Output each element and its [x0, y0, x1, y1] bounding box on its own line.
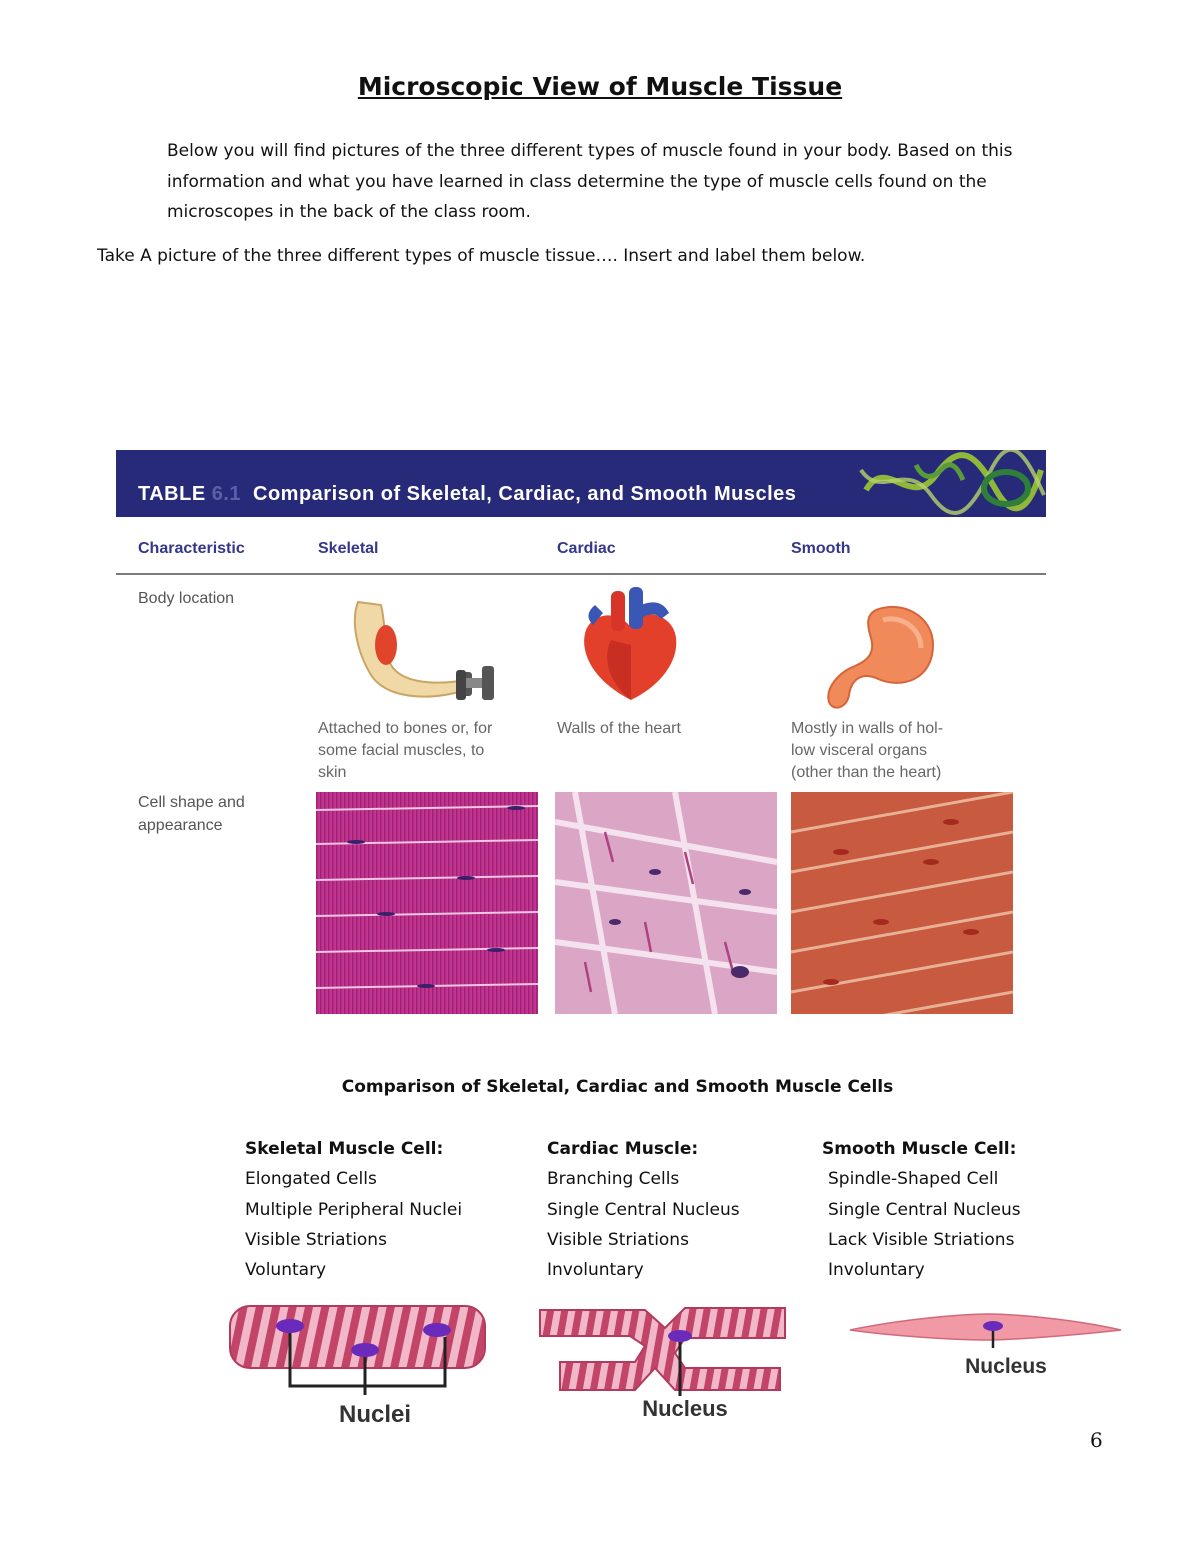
desc-line: Attached to bones or, for [318, 720, 493, 737]
cardiac-column [547, 1134, 740, 1285]
nucleus-label-smooth: Nucleus [965, 1355, 1047, 1378]
nuclei-label: Nuclei [338, 1401, 412, 1428]
skeletal-micrograph [316, 792, 538, 1014]
list-item: Single Central Nucleus [828, 1199, 1021, 1220]
protein-ribbon-decoration [856, 450, 1046, 517]
muscle-comparison-table [116, 450, 1046, 1020]
desc-smooth [791, 718, 943, 784]
list-item: Multiple Peripheral Nuclei [245, 1199, 463, 1220]
smooth-micrograph [791, 792, 1013, 1014]
page-title: Microscopic View of Muscle Tissue [357, 72, 843, 101]
column-characteristic: Characteristic [138, 540, 245, 557]
intro-text: Below you will find pictures of the three different types of muscle found in your body. Based on this information and what you have learned in class determine the type of muscle cells found on the microscopes in the back of the class room. [167, 141, 1013, 222]
desc-line: low visceral organs [791, 742, 928, 759]
desc-skeletal [318, 718, 492, 784]
list-item: Lack Visible Striations [828, 1229, 1015, 1250]
smooth-column [822, 1134, 1021, 1285]
intro-paragraph [97, 136, 1087, 228]
table-caption: Comparison of Skeletal, Cardiac, and Smooth Muscles [253, 483, 797, 505]
row-label-line: Cell shape and [138, 794, 245, 811]
heart-illustration [571, 585, 691, 710]
cardiac-cell-diagram [535, 1298, 790, 1423]
table-label: TABLE [138, 483, 206, 505]
column-cardiac: Cardiac [557, 540, 616, 557]
list-item: Single Central Nucleus [547, 1199, 740, 1220]
skeletal-cell-diagram [225, 1298, 490, 1428]
desc-cardiac [557, 718, 681, 740]
list-item: Involuntary [828, 1260, 925, 1281]
table-number: 6.1 [211, 483, 241, 505]
table-divider [116, 573, 1046, 575]
list-item: Branching Cells [547, 1169, 680, 1190]
stomach-illustration [821, 600, 941, 715]
desc-line: skin [318, 764, 347, 781]
smooth-cell-diagram [848, 1310, 1123, 1385]
desc-line: Walls of the heart [557, 720, 681, 737]
list-item: Elongated Cells [245, 1169, 377, 1190]
row-label-cell-shape [138, 791, 245, 837]
page-number: 6 [1090, 1428, 1103, 1452]
table-title [138, 483, 796, 506]
column-smooth: Smooth [791, 540, 851, 557]
column-skeletal: Skeletal [318, 540, 379, 557]
arm-dumbbell-illustration [346, 590, 496, 710]
cardiac-heading: Cardiac Muscle: [547, 1139, 699, 1159]
desc-line: (other than the heart) [791, 764, 942, 781]
comparison-title: Comparison of Skeletal, Cardiac and Smooth Muscle Cells [341, 1077, 894, 1097]
list-item: Visible Striations [245, 1229, 387, 1250]
cardiac-micrograph [555, 792, 777, 1014]
desc-line: Mostly in walls of hol- [791, 720, 944, 737]
row-label-line: appearance [138, 817, 223, 834]
list-item: Involuntary [547, 1260, 644, 1281]
list-item: Voluntary [245, 1260, 327, 1281]
nucleus-label-cardiac: Nucleus [642, 1396, 728, 1421]
smooth-heading: Smooth Muscle Cell: [822, 1139, 1017, 1159]
list-item: Spindle-Shaped Cell [828, 1169, 999, 1190]
skeletal-heading: Skeletal Muscle Cell: [245, 1139, 444, 1159]
skeletal-column [245, 1134, 462, 1285]
desc-line: some facial muscles, to [318, 742, 485, 759]
table-header-bar [116, 450, 1046, 517]
instruction-text: Take A picture of the three different types of muscle tissue…. Insert and label them below. [97, 246, 866, 266]
list-item: Visible Striations [547, 1229, 689, 1250]
row-label-body-location: Body location [138, 590, 235, 607]
